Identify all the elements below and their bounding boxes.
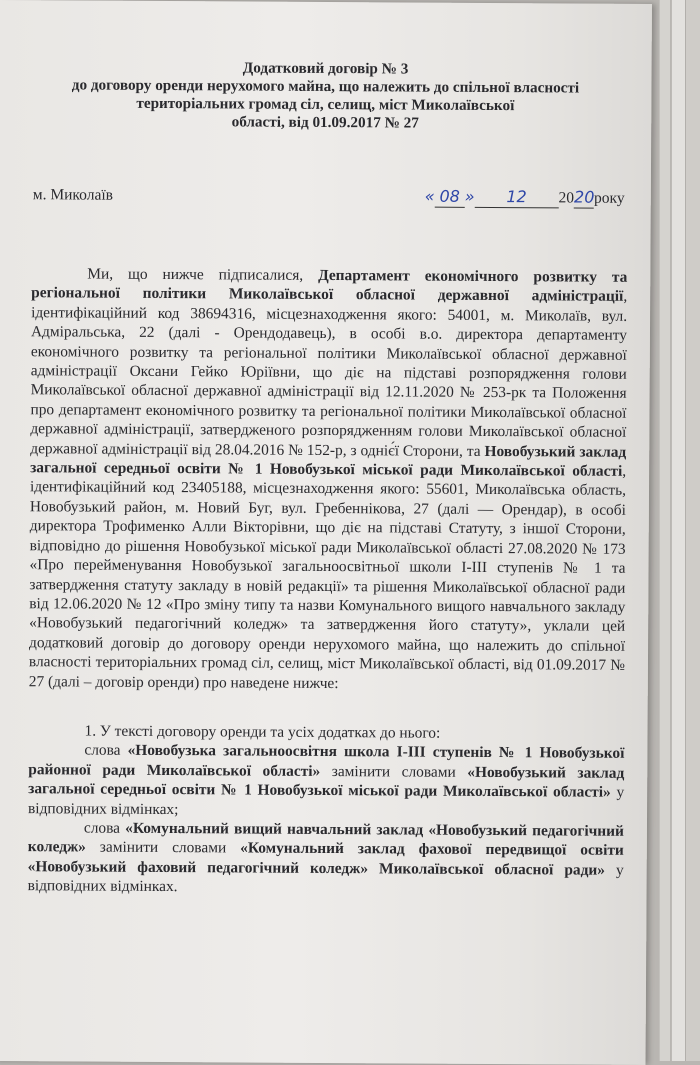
city-label: м. Миколаїв: [32, 186, 114, 204]
title-line-4: області, від 01.09.2017 № 27: [231, 113, 419, 132]
stacked-page-edge: [685, 0, 700, 1061]
title-line-2: до договору оренди нерухомого майна, що належить до спільної власності: [71, 76, 580, 97]
date-year-suffix: 20: [573, 187, 595, 207]
date-open-quote: «: [424, 186, 435, 206]
old-college-name: «Комунальний вищий навчальний заклад «Новобузький педагогічний коледж»: [27, 819, 624, 856]
title-line-1: Додатковий договір № 3: [242, 59, 409, 78]
date-year-word: року: [593, 189, 625, 207]
replacement-1: слова «Новобузька загальноосвітня школа І-ІІІ ступенів № 1 Новобузької районної ради Миколаївської області» замінити словами «Новобузький заклад загальної середньої освіти № 1 Новобузької міської ради Миколаївської області» у відповідних відмінках;: [28, 741, 625, 818]
new-school-name: «Новобузький заклад загальної середньої освіти № 1 Новобузької міської ради Миколаївської області»: [28, 763, 625, 801]
title-line-3: територіальних громад сіл, селищ, міст Миколаївської: [136, 94, 515, 115]
clause-number: 1.: [84, 722, 97, 740]
clause-1: 1. У тексті договору оренди та усіх додатках до нього:: [84, 722, 441, 742]
lessee-name: Новобузький заклад загальної середньої освіти № 1 Новобузької міської ради Миколаївської області: [30, 442, 627, 480]
old-school-name: «Новобузька загальноосвітня школа І-ІІІ ступенів № 1 Новобузької районної ради Миколаївської області»: [28, 742, 625, 780]
date-month: 12: [474, 187, 558, 209]
new-college-name: «Комунальний заклад фахової передвищої освіти «Новобузький фаховий педагогічний коледж» Миколаївської обласної ради»: [27, 839, 624, 879]
stacked-page-edge: [659, 0, 670, 1061]
date-close-quote: »: [464, 186, 475, 206]
contract-body: [28, 264, 628, 899]
preamble-paragraph: Ми, що нижче підписалися, Департамент економічного розвитку та регіональної політики Миколаївської обласної державної адміністрації, ідентифікаційний код 38694316, місцезнаходження якого: 54001, м. Миколаїв, вул. Адміральська, 22 (далі - Орендодавець), в особі в.о. директора департаменту економічного розвитку та регіональної політики Миколаївської обласної державної адміністрації Оксани Гейко Юріївни, що діє на підставі розпорядження голови Миколаївської обласної державної адміністрації від 12.11.2020 № 253-рк та Положення про департамент економічного розвитку та регіональної політики Миколаївської обласної державної адміністрації, затвердженого розпорядженням голови Миколаївської обласної державної адміністрації від 28.04.2016 № 152-р, з одніє́ї Сторони, та Новобузький заклад загальної середньої освіти № 1 Новобузької міської ради Миколаївської області, ідентифікаційний код 23405188, місцезнаходження якого: 55601, Миколаївська область, Новобузький район, м. Новий Буг, вул. Гребеннікова, 27 (далі — Орендар), в особі директора Трофименко Алли Вікторівни, що діє на підставі Статуту, з іншої Сторони, відповідно до рішення Новобузької міської ради Миколаївської області 27.08.2020 № 173 «Про перейменування Новобузької загальноосвітньої школи І-ІІІ ступенів № 1 та затвердження статуту закладу в новій редакції» та рішення Миколаївської обласної ради від 12.06.2020 № 12 «Про зміну типу та назви Комунального вищого навчального закладу «Новобузький педагогічний коледж» та затвердження його статуту», уклали цей додатковий договір до договору оренди нерухомого майна, що належить до спільної власності територіальних громад сіл, селищ, міст Миколаївської області, від 01.09.2017 № 27 (далі – договір оренди) про наведене нижче:: [28, 265, 628, 692]
replacement-2: слова «Комунальний вищий навчальний заклад «Новобузький педагогічний коледж» замінити словами «Комунальний заклад фахової передвищої освіти «Новобузький фаховий педагогічний коледж» Миколаївської обласної ради» у відповідних відмінках.: [27, 819, 624, 896]
date-day: 08: [435, 187, 465, 208]
stacked-page-edge: [671, 0, 686, 1061]
lessor-name: Департамент економічного розвитку та регіональної політики Миколаївської обласної державної адміністрації: [31, 266, 628, 306]
date-year-prefix: 20: [558, 189, 575, 207]
contract-date: [425, 187, 625, 209]
document-title: [39, 58, 611, 133]
